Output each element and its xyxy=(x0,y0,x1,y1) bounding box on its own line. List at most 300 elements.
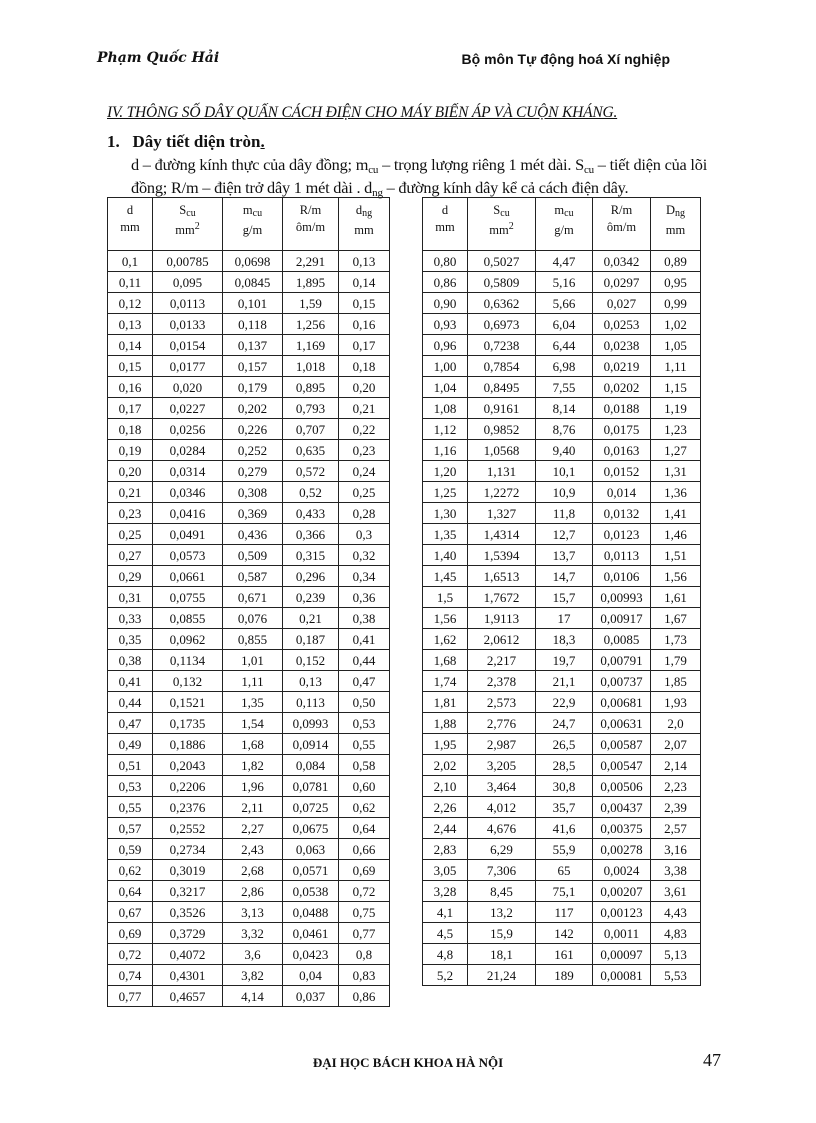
table-cell: 0,27 xyxy=(108,545,153,566)
table-cell: 6,98 xyxy=(536,356,593,377)
table-cell: 18,1 xyxy=(468,944,536,965)
table-cell: 3,32 xyxy=(223,923,283,944)
table-cell: 1,256 xyxy=(283,314,339,335)
table-cell: 0,04 xyxy=(283,965,339,986)
table-cell: 0,38 xyxy=(339,608,390,629)
header-unit: ôm/m xyxy=(606,220,637,234)
table-cell: 0,69 xyxy=(108,923,153,944)
table-cell: 0,6973 xyxy=(468,314,536,335)
table-cell: 1,62 xyxy=(423,629,468,650)
table-row xyxy=(423,293,701,314)
table-cell: 0,587 xyxy=(223,566,283,587)
table-row xyxy=(108,272,390,293)
table-cell: 0,2734 xyxy=(153,839,223,860)
wire-table-right xyxy=(422,197,701,986)
table-cell: 0,86 xyxy=(423,272,468,293)
table-cell: 0,12 xyxy=(108,293,153,314)
table-cell: 1,04 xyxy=(423,377,468,398)
table-row xyxy=(108,608,390,629)
table-cell: 4,14 xyxy=(223,986,283,1007)
table-row xyxy=(423,566,701,587)
table-cell: 55,9 xyxy=(536,839,593,860)
header-unit: mm xyxy=(435,220,455,234)
table-cell: 1,35 xyxy=(423,524,468,545)
table-cell: 1,36 xyxy=(651,482,701,503)
table-cell: 41,6 xyxy=(536,818,593,839)
table-cell: 0,0698 xyxy=(223,251,283,272)
header-unit: mm xyxy=(665,223,686,237)
table-cell: 0,9852 xyxy=(468,419,536,440)
table-cell: 0,57 xyxy=(108,818,153,839)
table-cell: 0,3729 xyxy=(153,923,223,944)
table-cell: 0,77 xyxy=(339,923,390,944)
table-cell: 19,7 xyxy=(536,650,593,671)
table-cell: 0,0314 xyxy=(153,461,223,482)
header-symbol: m xyxy=(242,203,253,217)
table-row xyxy=(108,587,390,608)
table-cell: 1,01 xyxy=(223,650,283,671)
table-cell: 0,202 xyxy=(223,398,283,419)
table-cell: 0,00917 xyxy=(593,608,651,629)
intro-text: – đường kính dây kể cả cách điện dây. xyxy=(382,178,629,197)
table-cell: 18,3 xyxy=(536,629,593,650)
table-cell: 0,62 xyxy=(108,860,153,881)
table-cell: 0,3019 xyxy=(153,860,223,881)
table-row xyxy=(423,671,701,692)
intro-subscript: cu xyxy=(368,164,379,176)
table-cell: 1,56 xyxy=(651,566,701,587)
table-cell: 2,83 xyxy=(423,839,468,860)
table-cell: 3,6 xyxy=(223,944,283,965)
table-cell: 0,0123 xyxy=(593,524,651,545)
table-cell: 5,16 xyxy=(536,272,593,293)
table-cell: 0,1735 xyxy=(153,713,223,734)
table-cell: 0,00207 xyxy=(593,881,651,902)
table-row xyxy=(108,944,390,965)
table-cell: 1,41 xyxy=(651,503,701,524)
table-cell: 0,66 xyxy=(339,839,390,860)
table-cell: 2,291 xyxy=(283,251,339,272)
table-cell: 0,20 xyxy=(108,461,153,482)
table-cell: 0,113 xyxy=(283,692,339,713)
table-cell: 0,0085 xyxy=(593,629,651,650)
page-number: 47 xyxy=(703,1050,721,1070)
table-cell: 2,14 xyxy=(651,755,701,776)
table-row xyxy=(423,818,701,839)
header-symbol: d xyxy=(355,203,363,217)
table-cell: 0,509 xyxy=(223,545,283,566)
table-cell: 1,02 xyxy=(651,314,701,335)
table-cell: 1,68 xyxy=(423,650,468,671)
table-cell: 0,83 xyxy=(339,965,390,986)
table-cell: 0,32 xyxy=(339,545,390,566)
table-cell: 1,82 xyxy=(223,755,283,776)
table-cell: 1,20 xyxy=(423,461,468,482)
table-cell: 1,93 xyxy=(651,692,701,713)
table-cell: 0,252 xyxy=(223,440,283,461)
table-cell: 0,4301 xyxy=(153,965,223,986)
table-row xyxy=(423,629,701,650)
table-cell: 0,0133 xyxy=(153,314,223,335)
table-cell: 0,572 xyxy=(283,461,339,482)
table-row xyxy=(423,377,701,398)
table-cell: 0,436 xyxy=(223,524,283,545)
table-cell: 0,69 xyxy=(339,860,390,881)
table-cell: 0,5809 xyxy=(468,272,536,293)
table-cell: 1,16 xyxy=(423,440,468,461)
table-cell: 1,018 xyxy=(283,356,339,377)
table-cell: 0,21 xyxy=(339,398,390,419)
table-cell: 0,80 xyxy=(423,251,468,272)
header-department: Bộ môn Tự động hoá Xí nghiệp xyxy=(461,51,670,67)
table-cell: 5,53 xyxy=(651,965,701,986)
table-row xyxy=(423,944,701,965)
table-cell: 4,1 xyxy=(423,902,468,923)
table-cell: 0,9161 xyxy=(468,398,536,419)
table-cell: 0,14 xyxy=(339,272,390,293)
table-row xyxy=(108,398,390,419)
table-row xyxy=(423,335,701,356)
table-cell: 2,573 xyxy=(468,692,536,713)
table-cell: 0,1886 xyxy=(153,734,223,755)
table-row xyxy=(423,503,701,524)
table-row xyxy=(423,608,701,629)
table-cell: 0,00278 xyxy=(593,839,651,860)
table-cell: 0,0346 xyxy=(153,482,223,503)
table-cell: 0,0461 xyxy=(283,923,339,944)
table-row xyxy=(108,755,390,776)
table-cell: 1,45 xyxy=(423,566,468,587)
table-cell: 0,0188 xyxy=(593,398,651,419)
table-cell: 1,6513 xyxy=(468,566,536,587)
subsection-number: 1. xyxy=(107,132,120,151)
table-cell: 0,0219 xyxy=(593,356,651,377)
table-cell: 1,35 xyxy=(223,692,283,713)
table-cell: 0,62 xyxy=(339,797,390,818)
table-cell: 0,0416 xyxy=(153,503,223,524)
table-cell: 3,05 xyxy=(423,860,468,881)
column-header xyxy=(283,198,339,251)
table-cell: 0,152 xyxy=(283,650,339,671)
intro-text: – tiết diện của lõi đồng; R/m – điện trở dây 1 mét dài . d xyxy=(131,155,708,197)
table-cell: 189 xyxy=(536,965,593,986)
table-row xyxy=(108,671,390,692)
table-cell: 13,2 xyxy=(468,902,536,923)
table-cell: 0,13 xyxy=(339,251,390,272)
table-row xyxy=(423,524,701,545)
subsection-dot: . xyxy=(260,132,265,151)
table-cell: 0,00506 xyxy=(593,776,651,797)
table-row xyxy=(423,545,701,566)
table-row xyxy=(108,419,390,440)
table-row xyxy=(423,755,701,776)
table-cell: 1,27 xyxy=(651,440,701,461)
table-row xyxy=(108,629,390,650)
table-cell: 0,2043 xyxy=(153,755,223,776)
table-cell: 0,0755 xyxy=(153,587,223,608)
table-cell: 6,04 xyxy=(536,314,593,335)
table-cell: 0,51 xyxy=(108,755,153,776)
header-unit: ôm/m xyxy=(295,220,326,234)
table-cell: 0,64 xyxy=(108,881,153,902)
table-row xyxy=(108,482,390,503)
table-cell: 0,41 xyxy=(339,629,390,650)
table-cell: 1,81 xyxy=(423,692,468,713)
table-row xyxy=(108,923,390,944)
table-cell: 0,0845 xyxy=(223,272,283,293)
table-cell: 0,6362 xyxy=(468,293,536,314)
table-cell: 0,4657 xyxy=(153,986,223,1007)
table-cell: 2,217 xyxy=(468,650,536,671)
table-cell: 0,50 xyxy=(339,692,390,713)
table-cell: 0,014 xyxy=(593,482,651,503)
table-row xyxy=(108,293,390,314)
table-cell: 0,3526 xyxy=(153,902,223,923)
table-cell: 1,85 xyxy=(651,671,701,692)
table-cell: 0,14 xyxy=(108,335,153,356)
table-cell: 8,14 xyxy=(536,398,593,419)
footer-institution: ĐẠI HỌC BÁCH KHOA HÀ NỘI xyxy=(312,1055,504,1070)
header-subscript: ng xyxy=(675,208,686,219)
table-row xyxy=(108,839,390,860)
table-cell: 1,05 xyxy=(651,335,701,356)
table-cell: 0,53 xyxy=(108,776,153,797)
table-cell: 0,20 xyxy=(339,377,390,398)
table-row xyxy=(108,356,390,377)
table-cell: 75,1 xyxy=(536,881,593,902)
table-cell: 0,118 xyxy=(223,314,283,335)
table-cell: 0,00791 xyxy=(593,650,651,671)
table-row xyxy=(423,692,701,713)
table-cell: 1,31 xyxy=(651,461,701,482)
table-row xyxy=(108,986,390,1007)
table-row xyxy=(108,503,390,524)
table-cell: 0,00081 xyxy=(593,965,651,986)
table-cell: 4,012 xyxy=(468,797,536,818)
header-superscript: 2 xyxy=(508,221,514,232)
table-cell: 0,0024 xyxy=(593,860,651,881)
table-cell: 14,7 xyxy=(536,566,593,587)
table-cell: 1,15 xyxy=(651,377,701,398)
table-cell: 9,40 xyxy=(536,440,593,461)
table-cell: 0,0675 xyxy=(283,818,339,839)
table-cell: 1,59 xyxy=(283,293,339,314)
table-cell: 2,68 xyxy=(223,860,283,881)
table-row xyxy=(423,587,701,608)
table-cell: 5,2 xyxy=(423,965,468,986)
table-cell: 0,157 xyxy=(223,356,283,377)
table-cell: 1,00 xyxy=(423,356,468,377)
table-row xyxy=(423,461,701,482)
table-row xyxy=(423,482,701,503)
header-unit: mm xyxy=(489,223,509,237)
table-cell: 3,16 xyxy=(651,839,701,860)
header-unit: g/m xyxy=(242,223,263,237)
table-cell: 0,53 xyxy=(339,713,390,734)
table-cell: 0,49 xyxy=(108,734,153,755)
table-cell: 2,43 xyxy=(223,839,283,860)
table-cell: 0,5027 xyxy=(468,251,536,272)
table-cell: 1,11 xyxy=(651,356,701,377)
table-cell: 1,67 xyxy=(651,608,701,629)
table-cell: 0,23 xyxy=(108,503,153,524)
table-cell: 0,433 xyxy=(283,503,339,524)
header-unit: mm xyxy=(354,223,374,237)
column-header xyxy=(339,198,390,251)
table-cell: 2,987 xyxy=(468,734,536,755)
table-cell: 0,36 xyxy=(339,587,390,608)
table-header-row xyxy=(423,198,701,251)
table-cell: 1,11 xyxy=(223,671,283,692)
table-row xyxy=(423,881,701,902)
table-cell: 142 xyxy=(536,923,593,944)
table-cell: 0,7238 xyxy=(468,335,536,356)
table-cell: 0,13 xyxy=(108,314,153,335)
table-cell: 3,28 xyxy=(423,881,468,902)
table-cell: 0,75 xyxy=(339,902,390,923)
table-cell: 0,77 xyxy=(108,986,153,1007)
table-cell: 4,83 xyxy=(651,923,701,944)
column-header xyxy=(468,198,536,251)
table-cell: 0,64 xyxy=(339,818,390,839)
table-cell: 1,08 xyxy=(423,398,468,419)
table-cell: 1,19 xyxy=(651,398,701,419)
table-cell: 0,00547 xyxy=(593,755,651,776)
section-title: IV. THÔNG SỐ DÂY QUẤN CÁCH ĐIỆN CHO MÁY BIẾN ÁP VÀ CUỘN KHÁNG. xyxy=(107,104,618,121)
table-cell: 0,3217 xyxy=(153,881,223,902)
table-cell: 0,0914 xyxy=(283,734,339,755)
table-cell: 1,46 xyxy=(651,524,701,545)
table-cell: 2,39 xyxy=(651,797,701,818)
table-cell: 6,29 xyxy=(468,839,536,860)
table-cell: 0,72 xyxy=(108,944,153,965)
table-cell: 0,11 xyxy=(108,272,153,293)
table-cell: 1,96 xyxy=(223,776,283,797)
header-symbol: S xyxy=(493,203,501,217)
column-header xyxy=(423,198,468,251)
table-cell: 10,1 xyxy=(536,461,593,482)
table-row xyxy=(423,713,701,734)
table-cell: 0,366 xyxy=(283,524,339,545)
table-cell: 0,0284 xyxy=(153,440,223,461)
table-cell: 0,0855 xyxy=(153,608,223,629)
table-cell: 0,7854 xyxy=(468,356,536,377)
header-unit: mm xyxy=(175,223,195,237)
table-cell: 28,5 xyxy=(536,755,593,776)
table-cell: 1,54 xyxy=(223,713,283,734)
table-cell: 0,16 xyxy=(339,314,390,335)
table-cell: 4,43 xyxy=(651,902,701,923)
table-cell: 0,0297 xyxy=(593,272,651,293)
table-cell: 0,8 xyxy=(339,944,390,965)
table-row xyxy=(108,776,390,797)
table-cell: 0,18 xyxy=(108,419,153,440)
table-cell: 4,8 xyxy=(423,944,468,965)
table-cell: 0,17 xyxy=(108,398,153,419)
table-row xyxy=(423,419,701,440)
table-cell: 0,226 xyxy=(223,419,283,440)
table-cell: 0,96 xyxy=(423,335,468,356)
table-cell: 161 xyxy=(536,944,593,965)
table-cell: 0,369 xyxy=(223,503,283,524)
table-cell: 1,88 xyxy=(423,713,468,734)
table-cell: 0,101 xyxy=(223,293,283,314)
table-row xyxy=(108,860,390,881)
header-symbol: d xyxy=(441,203,449,217)
table-cell: 0,55 xyxy=(108,797,153,818)
table-cell: 0,52 xyxy=(283,482,339,503)
table-cell: 24,7 xyxy=(536,713,593,734)
table-row xyxy=(423,272,701,293)
table-cell: 0,00993 xyxy=(593,587,651,608)
table-cell: 1,327 xyxy=(468,503,536,524)
table-cell: 3,13 xyxy=(223,902,283,923)
table-cell: 0,22 xyxy=(339,419,390,440)
table-cell: 1,79 xyxy=(651,650,701,671)
table-cell: 7,55 xyxy=(536,377,593,398)
header-symbol: S xyxy=(179,203,187,217)
table-cell: 0,132 xyxy=(153,671,223,692)
table-cell: 0,21 xyxy=(108,482,153,503)
table-cell: 0,0238 xyxy=(593,335,651,356)
table-cell: 0,0227 xyxy=(153,398,223,419)
table-cell: 0,00123 xyxy=(593,902,651,923)
table-cell: 0,0152 xyxy=(593,461,651,482)
table-cell: 0,707 xyxy=(283,419,339,440)
table-cell: 1,25 xyxy=(423,482,468,503)
table-cell: 1,4314 xyxy=(468,524,536,545)
table-cell: 1,0568 xyxy=(468,440,536,461)
table-cell: 0,2376 xyxy=(153,797,223,818)
table-cell: 0,31 xyxy=(108,587,153,608)
table-cell: 0,24 xyxy=(339,461,390,482)
table-cell: 1,56 xyxy=(423,608,468,629)
table-cell: 3,205 xyxy=(468,755,536,776)
table-cell: 0,0202 xyxy=(593,377,651,398)
table-cell: 5,13 xyxy=(651,944,701,965)
table-cell: 1,131 xyxy=(468,461,536,482)
table-cell: 0,179 xyxy=(223,377,283,398)
header-symbol: R/m xyxy=(299,203,322,217)
table-cell: 0,0154 xyxy=(153,335,223,356)
table-cell: 0,99 xyxy=(651,293,701,314)
table-cell: 0,93 xyxy=(423,314,468,335)
table-cell: 4,5 xyxy=(423,923,468,944)
header-superscript: 2 xyxy=(194,221,200,232)
table-cell: 0,0573 xyxy=(153,545,223,566)
subsection-title: Dây tiết diện tròn xyxy=(132,132,261,151)
table-cell: 0,084 xyxy=(283,755,339,776)
table-row xyxy=(108,692,390,713)
table-cell: 0,0488 xyxy=(283,902,339,923)
table-cell: 0,671 xyxy=(223,587,283,608)
column-header xyxy=(223,198,283,251)
table-cell: 0,279 xyxy=(223,461,283,482)
table-cell: 35,7 xyxy=(536,797,593,818)
table-cell: 1,95 xyxy=(423,734,468,755)
table-cell: 0,00587 xyxy=(593,734,651,755)
table-row xyxy=(108,440,390,461)
header-subscript: cu xyxy=(500,208,510,219)
table-cell: 0,15 xyxy=(339,293,390,314)
column-header xyxy=(536,198,593,251)
table-cell: 15,9 xyxy=(468,923,536,944)
table-row xyxy=(108,566,390,587)
table-cell: 7,306 xyxy=(468,860,536,881)
header-subscript: cu xyxy=(564,208,574,219)
header-unit: g/m xyxy=(554,223,574,237)
table-cell: 2,0 xyxy=(651,713,701,734)
